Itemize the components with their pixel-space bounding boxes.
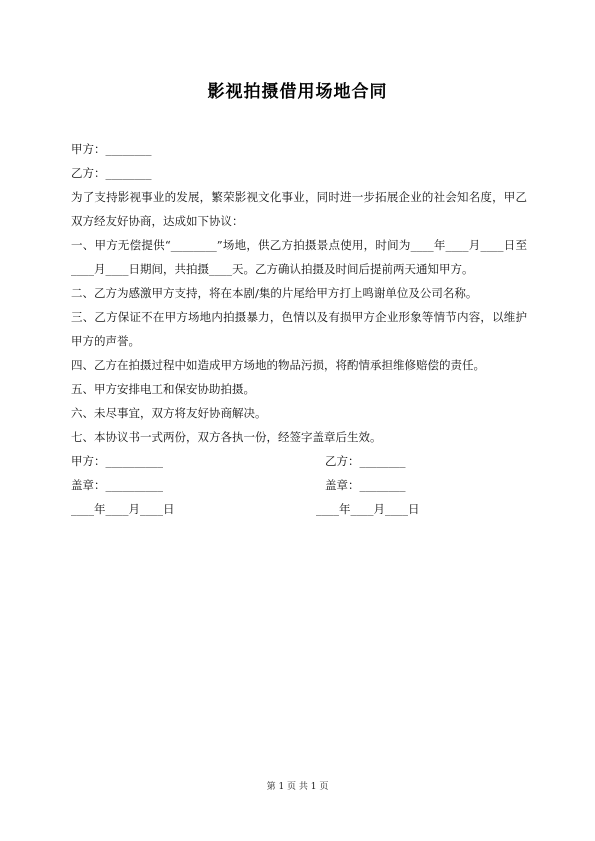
clause-5: 五、甲方安排电工和保安协助拍摄。 [71, 382, 255, 396]
signature-party-b: 乙方：________ [325, 454, 406, 468]
date-party-b: ____年____月____日 [316, 502, 420, 516]
seal-party-b: 盖章：________ [325, 478, 406, 492]
clause-4: 四、乙方在拍摄过程中如造成甲方场地的物品污损，将酌情承担维修赔偿的责任。 [71, 358, 485, 372]
party-a-line: 甲方：________ [71, 142, 152, 156]
clause-2: 二、乙方为感激甲方支持，将在本剧/集的片尾给甲方打上鸣谢单位及公司名称。 [71, 286, 478, 300]
clause-7: 七、本协议书一式两份，双方各执一份，经签字盖章后生效。 [71, 430, 382, 444]
clause-6: 六、未尽事宜，双方将友好协商解决。 [71, 406, 267, 420]
clause-3: 三、乙方保证不在甲方场地内拍摄暴力，色情以及有损甲方企业形象等情节内容，以维护甲方的声誉。 [71, 310, 527, 348]
party-b-line: 乙方：________ [71, 166, 152, 180]
document-title: 影视拍摄借用场地合同 [207, 82, 388, 102]
seal-party-a: 盖章：__________ [71, 478, 163, 492]
intro-paragraph: 为了支持影视事业的发展，繁荣影视文化事业，同时进一步拓展企业的社会知名度，甲乙双方经友好协商，达成如下协议： [71, 190, 527, 228]
date-party-a: ____年____月____日 [71, 502, 175, 516]
clause-1: 一、甲方无偿提供“________”场地，供乙方拍摄景点使用，时间为____年____月____日至____月____日期间，共拍摄____天。乙方确认拍摄及时间后提前两天通知甲方。 [71, 238, 527, 276]
page-footer: 第 1 页 共 1 页 [266, 782, 329, 792]
signature-party-a: 甲方：__________ [71, 454, 163, 468]
